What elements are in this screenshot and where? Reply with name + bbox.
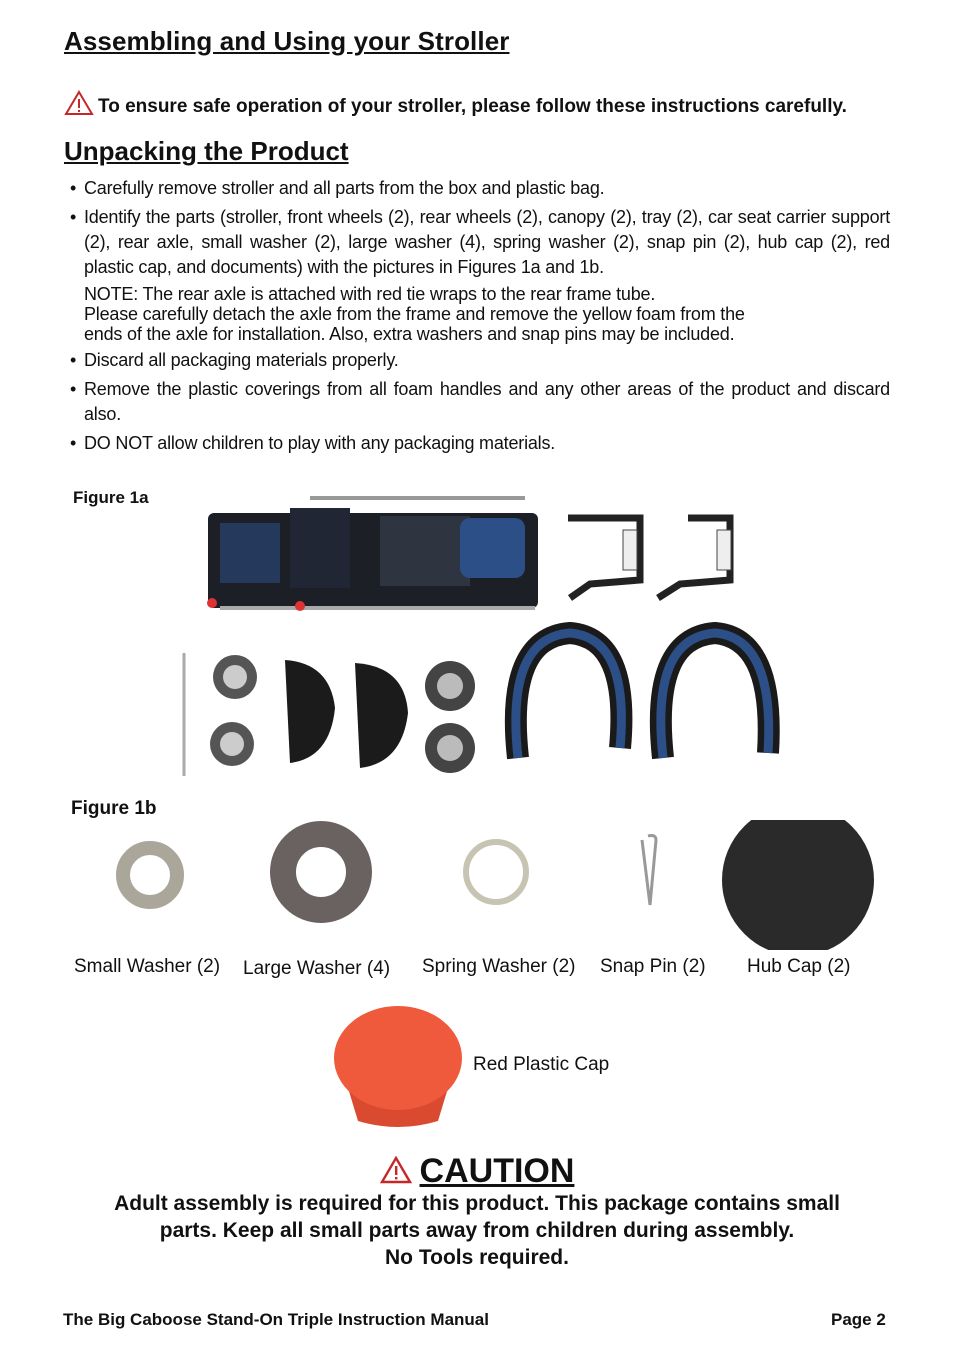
list-item: • Remove the plastic coverings from all foam handles and any other areas of the product and discard also. [70,377,890,427]
note-line: Please carefully detach the axle from the frame and remove the yellow foam from the [84,304,745,324]
small-washer-caption: Small Washer (2) [74,956,221,977]
note-line: NOTE: The rear axle is attached with red tie wraps to the rear frame tube. [84,284,656,304]
list-item: • DO NOT allow children to play with any packaging materials. [70,431,890,456]
warning-icon [380,1156,412,1184]
car-seat-support-image [568,518,730,598]
safety-note [64,90,847,118]
list-item: • Carefully remove stroller and all parts from the box and plastic bag. [70,176,890,201]
page-number: Page 2 [831,1310,886,1329]
wheel-images [210,655,475,773]
caution-line: parts. Keep all small parts away from children during assembly. [159,1219,795,1242]
unpacking-title: Unpacking the Product [64,136,349,166]
figure-1a-label: Figure 1a [73,488,149,507]
figure-1b-image [100,820,890,950]
list-item: • Identify the parts (stroller, front wheels (2), rear wheels (2), canopy (2), tray (2), car seat carrier support (2), rear axle, small washer (2), large washer (4), spring washer (2), snap pin (2), hub cap (2), red plastic cap, and documents) with the pictures in Figures 1a and 1b. [70,205,890,280]
red-plastic-cap-image [333,1003,463,1133]
snap-pin-image [642,836,656,906]
note-line: ends of the axle for installation. Also, extra washers and snap pins may be included. [84,324,735,344]
caution-text [60,1190,894,1271]
large-washer-image [283,834,359,910]
spring-washer-caption: Spring Washer (2) [422,956,576,977]
hub-cap-image [722,820,874,950]
caution-title-text: CAUTION [419,1152,575,1190]
footer-title: The Big Caboose Stand-On Triple Instruction Manual [63,1310,489,1329]
caution-line: No Tools required. [385,1246,569,1269]
figure-1a-image [180,488,800,788]
safety-note-text: To ensure safe operation of your stroller, please follow these instructions carefully. [98,96,847,117]
unpacking-list [70,176,890,460]
large-washer-caption: Large Washer (4) [243,958,391,979]
warning-icon [64,90,94,116]
hub-cap-caption: Hub Cap (2) [747,956,851,977]
caution-title [0,1152,954,1191]
figure-1b-label: Figure 1b [71,798,157,819]
spring-washer-image [466,842,526,902]
axle-note [70,284,890,344]
list-item: • Discard all packaging materials properly. [70,348,890,373]
tray-images [285,660,408,768]
red-cap-caption: Red Plastic Cap [473,1054,610,1075]
caution-line: Adult assembly is required for this product. This package contains small [114,1192,840,1215]
canopy-images [516,633,769,758]
small-washer-image [123,848,177,902]
snap-pin-caption: Snap Pin (2) [600,956,706,977]
page-heading: Assembling and Using your Stroller [64,26,510,56]
stroller-image [207,498,538,611]
